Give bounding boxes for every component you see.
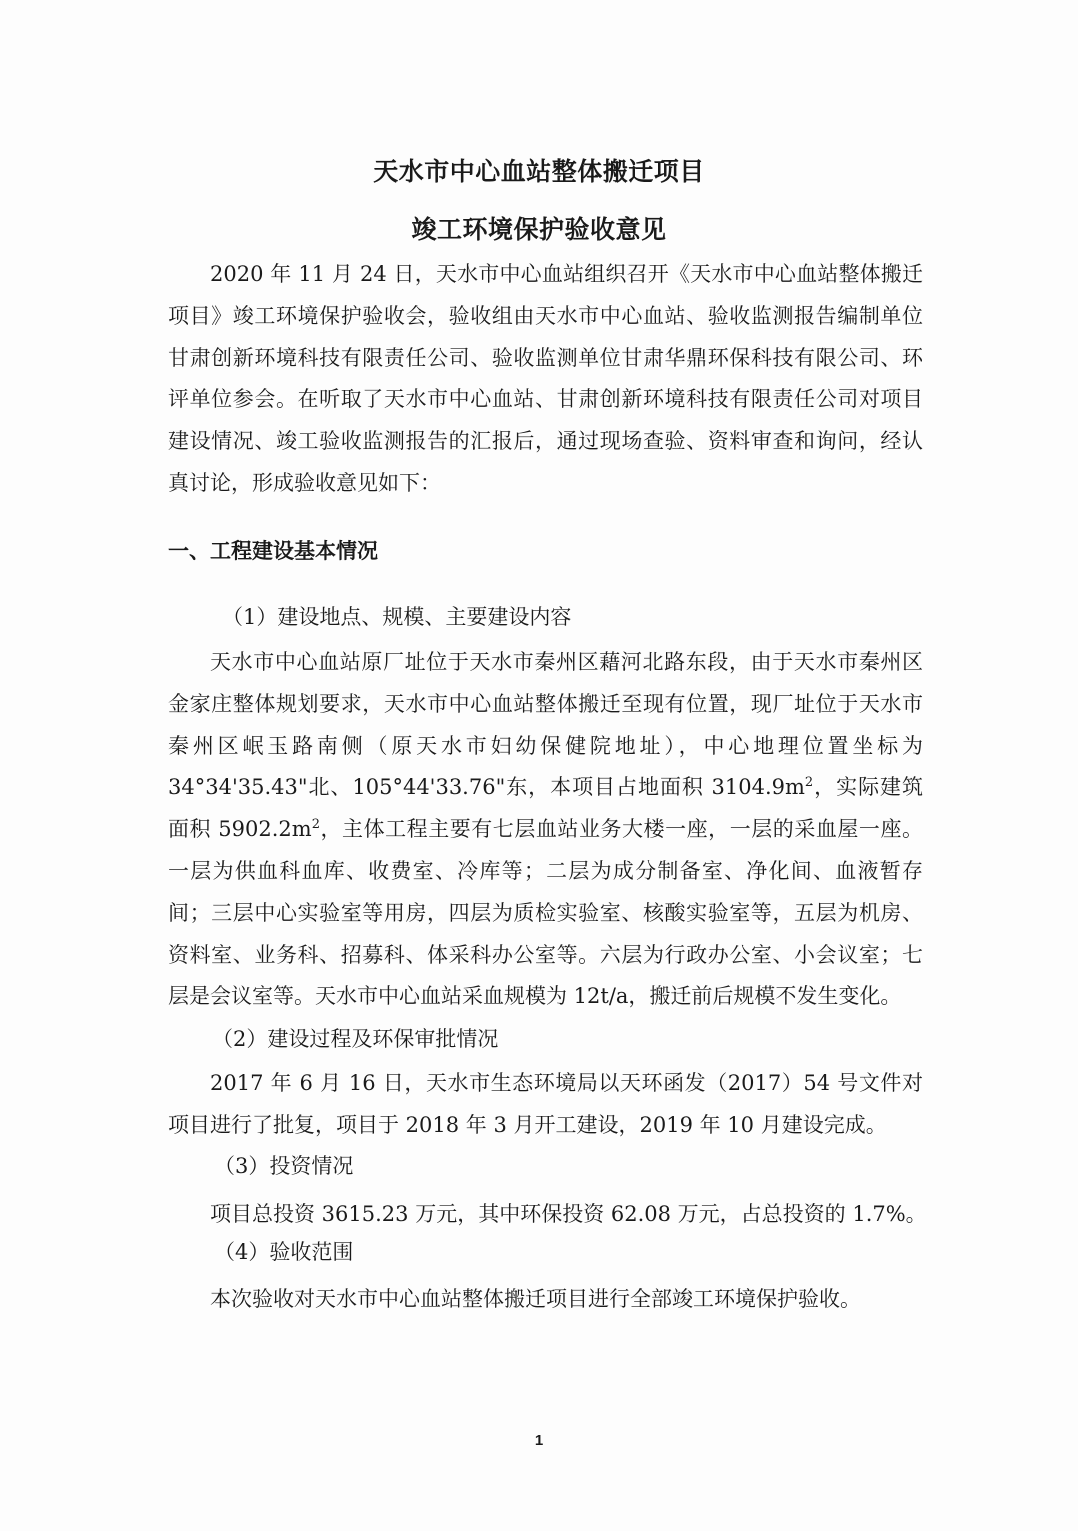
intro-paragraph: 2020 年 11 月 24 日，天水市中心血站组织召开《天水市中心血站整体搬迁项目》竣工环境保护验收会，验收组由天水市中心血站、验收监测报告编制单位甘肃创新环境科技有限责任公司、验收监测单位甘肃华鼎环保科技有限公司、环评单位参会。在听取了天水市中心血站、甘肃创新环境科技有限责任公司对项目建设情况、竣工验收监测报告的汇报后，通过现场查验、资料审查和询问，经认真讨论，形成验收意见如下： — [168, 262, 923, 495]
subsection3-paragraph: 项目总投资 3615.23 万元，其中环保投资 62.08 万元，占总投资的 1.7%。 — [210, 1202, 927, 1226]
subsection4-heading: （4）验收范围 — [214, 1240, 354, 1264]
subsection1-text-part2: ，实际建筑面积 5902.2m — [168, 775, 924, 842]
subsection1-heading: （1）建设地点、规模、主要建设内容 — [222, 605, 572, 629]
document-title-line1: 天水市中心血站整体搬迁项目 — [373, 157, 705, 186]
superscript-2: 2 — [311, 817, 320, 833]
document-title-line2: 竣工环境保护验收意见 — [411, 215, 667, 244]
subsection1-paragraph — [168, 642, 923, 1018]
section1-heading: 一、工程建设基本情况 — [168, 538, 378, 563]
subsection1-text-part3: ，主体工程主要有七层血站业务大楼一座，一层的采血屋一座。一层为供血科血库、收费室、冷库等；二层为成分制备室、净化间、血液暂存间；三层中心实验室等用房，四层为质检实验室、核酸实验室等，五层为机房、资料室、业务科、招募科、体采科办公室等。六层为行政办公室、小会议室；七层是会议室等。天水市中心血站采血规模为 12t/a，搬迁前后规模不发生变化。 — [168, 817, 923, 1009]
page-number: 1 — [534, 1432, 544, 1449]
subsection2-paragraph: 2017 年 6 月 16 日，天水市生态环境局以天环函发（2017）54 号文件对项目进行了批复，项目于 2018 年 3 月开工建设，2019 年 10 月建设完成。 — [168, 1071, 923, 1137]
subsection2-heading: （2）建设过程及环保审批情况 — [212, 1027, 499, 1051]
subsection3-heading: （3）投资情况 — [214, 1154, 354, 1178]
subsection1-text-part1: 天水市中心血站原厂址位于天水市秦州区藉河北路东段，由于天水市秦州区金家庄整体规划要求，天水市中心血站整体搬迁至现有位置，现厂址位于天水市秦州区岷玉路南侧（原天水市妇幼保健院地址），中心地理位置坐标为 34°34'35.43"北、105°44'33.76"东，本项目占地面积 3104.9m — [168, 650, 923, 800]
subsection4-paragraph: 本次验收对天水市中心血站整体搬迁项目进行全部竣工环境保护验收。 — [210, 1287, 861, 1311]
superscript-2: 2 — [804, 775, 814, 791]
